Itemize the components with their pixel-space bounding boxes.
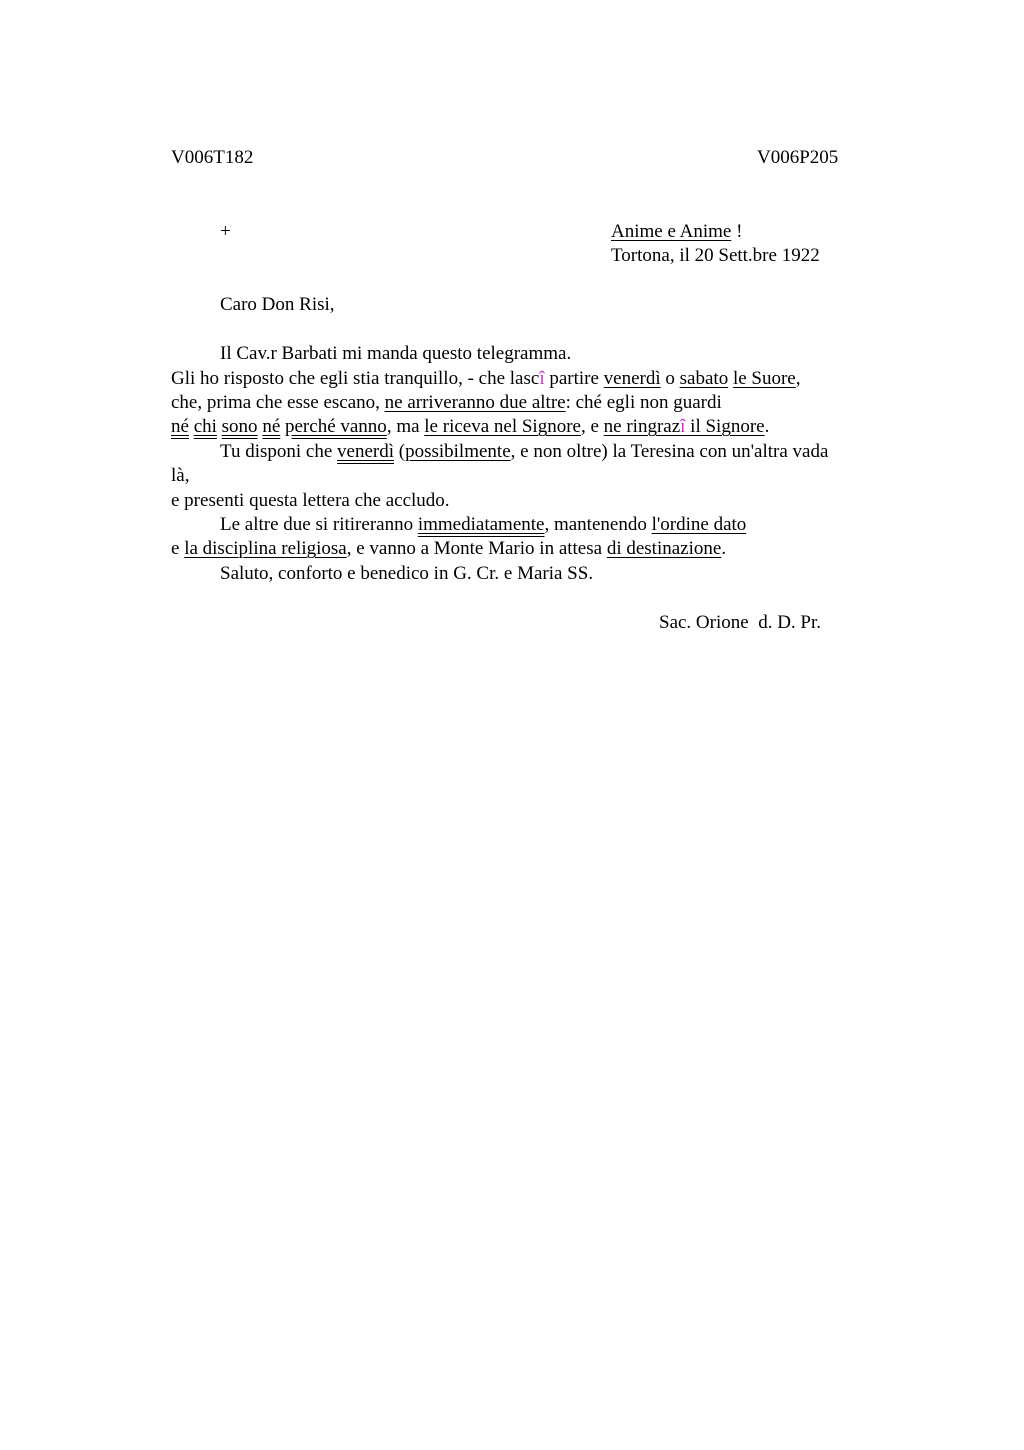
place-date: Tortona, il 20 Sett.bre 1922 bbox=[611, 245, 820, 266]
body-line-7: e presenti questa lettera che accludo. bbox=[171, 490, 450, 511]
body-line-8: Le altre due si ritireranno immediatamente, mantenendo l'ordine dato bbox=[220, 514, 747, 535]
accent-mark: î bbox=[539, 368, 545, 389]
salutation: Caro Don Risi, bbox=[220, 294, 335, 315]
cross-symbol: + bbox=[220, 221, 231, 242]
document-code-right: V006P205 bbox=[757, 147, 839, 168]
body-line-4: né chi sono né perché vanno, ma le riceva nel Signore, e ne ringrazî il Signore. bbox=[171, 416, 770, 437]
body-line-5: Tu disponi che venerdì (possibilmente, e non oltre) la Teresina con un'altra vada bbox=[220, 441, 829, 462]
accent-mark: î bbox=[680, 416, 686, 437]
motto-text: Anime e Anime bbox=[611, 221, 732, 242]
body-line-10: Saluto, conforto e benedico in G. Cr. e Maria SS. bbox=[220, 563, 594, 584]
body-line-2: Gli ho risposto che egli stia tranquillo, - che lascî partire venerdì o sabato le Suore, bbox=[171, 368, 801, 389]
signature: Sac. Orione d. D. Pr. bbox=[659, 612, 822, 633]
body-line-9: e la disciplina religiosa, e vanno a Monte Mario in attesa di destinazione. bbox=[171, 538, 727, 559]
body-line-3: che, prima che esse escano, ne arriveranno due altre: ché egli non guardi bbox=[171, 392, 722, 413]
document-code-left: V006T182 bbox=[171, 147, 254, 168]
body-line-6: là, bbox=[171, 465, 190, 486]
motto bbox=[611, 220, 742, 245]
motto-suffix: ! bbox=[731, 221, 743, 242]
body-line-1: Il Cav.r Barbati mi manda questo telegramma. bbox=[220, 343, 572, 364]
